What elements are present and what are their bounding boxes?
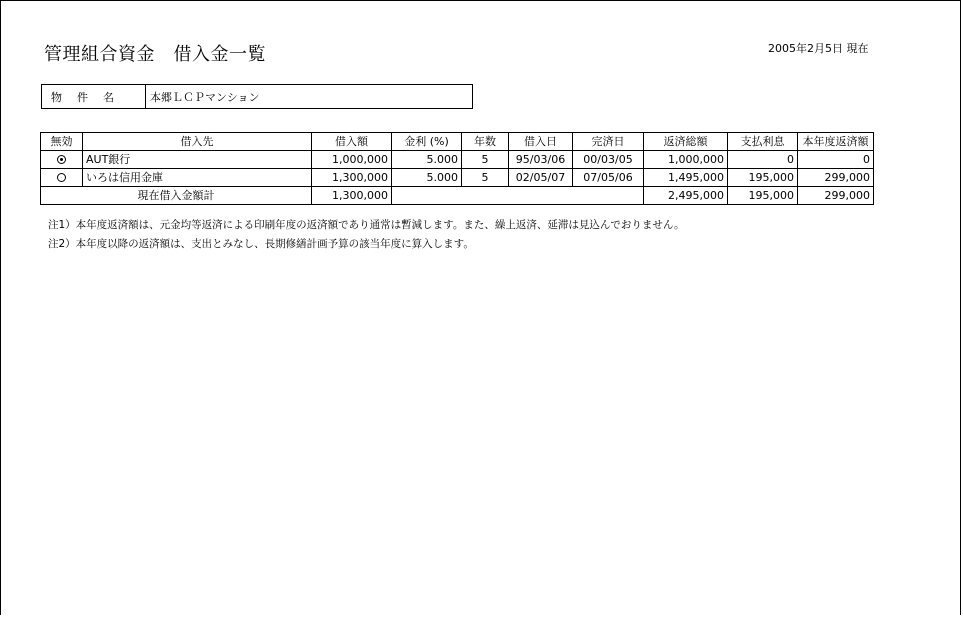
radio-button[interactable] (57, 173, 66, 182)
borrow-date-cell: 95/03/06 (509, 151, 573, 169)
totals-amount: 1,300,000 (312, 187, 392, 205)
totals-blank (392, 187, 644, 205)
amount-cell: 1,000,000 (312, 151, 392, 169)
header-repay-date: 完済日 (573, 133, 644, 151)
totals-row (41, 187, 874, 205)
totals-total: 2,495,000 (644, 187, 728, 205)
header-lender: 借入先 (83, 133, 312, 151)
header-rate: 金利 (%) (392, 133, 462, 151)
totals-interest: 195,000 (728, 187, 798, 205)
header-total-repayment: 返済総額 (644, 133, 728, 151)
header-years: 年数 (462, 133, 509, 151)
repay-date-cell: 07/05/06 (573, 169, 644, 187)
header-amount: 借入額 (312, 133, 392, 151)
table-row (41, 169, 874, 187)
interest-cell: 0 (728, 151, 798, 169)
note-2: 注2）本年度以降の返済額は、支出とみなし、長期修繕計画予算の該当年度に算入します。 (48, 238, 474, 250)
rate-cell: 5.000 (392, 151, 462, 169)
row-select-cell (41, 151, 83, 169)
rate-cell: 5.000 (392, 169, 462, 187)
property-box (41, 84, 473, 109)
total-cell: 1,495,000 (644, 169, 728, 187)
note-1: 注1）本年度返済額は、元金均等返済による印刷年度の返済額であり通常は暫減します。また、繰上返済、延滞は見込んでおりません。 (48, 219, 685, 231)
radio-button-selected[interactable] (57, 155, 66, 164)
header-interest: 支払利息 (728, 133, 798, 151)
as-of-date: 2005年2月5日 現在 (768, 42, 869, 55)
notes (48, 216, 684, 254)
this-year-cell: 299,000 (798, 169, 874, 187)
lender-cell: いろは信用金庫 (83, 169, 312, 187)
lender-cell: AUT銀行 (83, 151, 312, 169)
total-cell: 1,000,000 (644, 151, 728, 169)
property-name: 本郷ＬＣＰマンション (150, 90, 260, 104)
property-label: 物 件 名 (42, 85, 146, 108)
years-cell: 5 (462, 169, 509, 187)
table-header-row (41, 133, 874, 151)
header-borrow-date: 借入日 (509, 133, 573, 151)
amount-cell: 1,300,000 (312, 169, 392, 187)
totals-label: 現在借入金額計 (41, 187, 312, 205)
row-select-cell (41, 169, 83, 187)
repay-date-cell: 00/03/05 (573, 151, 644, 169)
this-year-cell: 0 (798, 151, 874, 169)
page-title: 管理組合資金 借入金一覧 (44, 44, 266, 65)
interest-cell: 195,000 (728, 169, 798, 187)
header-disabled: 無効 (41, 133, 83, 151)
table-row (41, 151, 874, 169)
header-this-year: 本年度返済額 (798, 133, 874, 151)
borrow-date-cell: 02/05/07 (509, 169, 573, 187)
totals-this-year: 299,000 (798, 187, 874, 205)
years-cell: 5 (462, 151, 509, 169)
loan-table (40, 132, 874, 205)
